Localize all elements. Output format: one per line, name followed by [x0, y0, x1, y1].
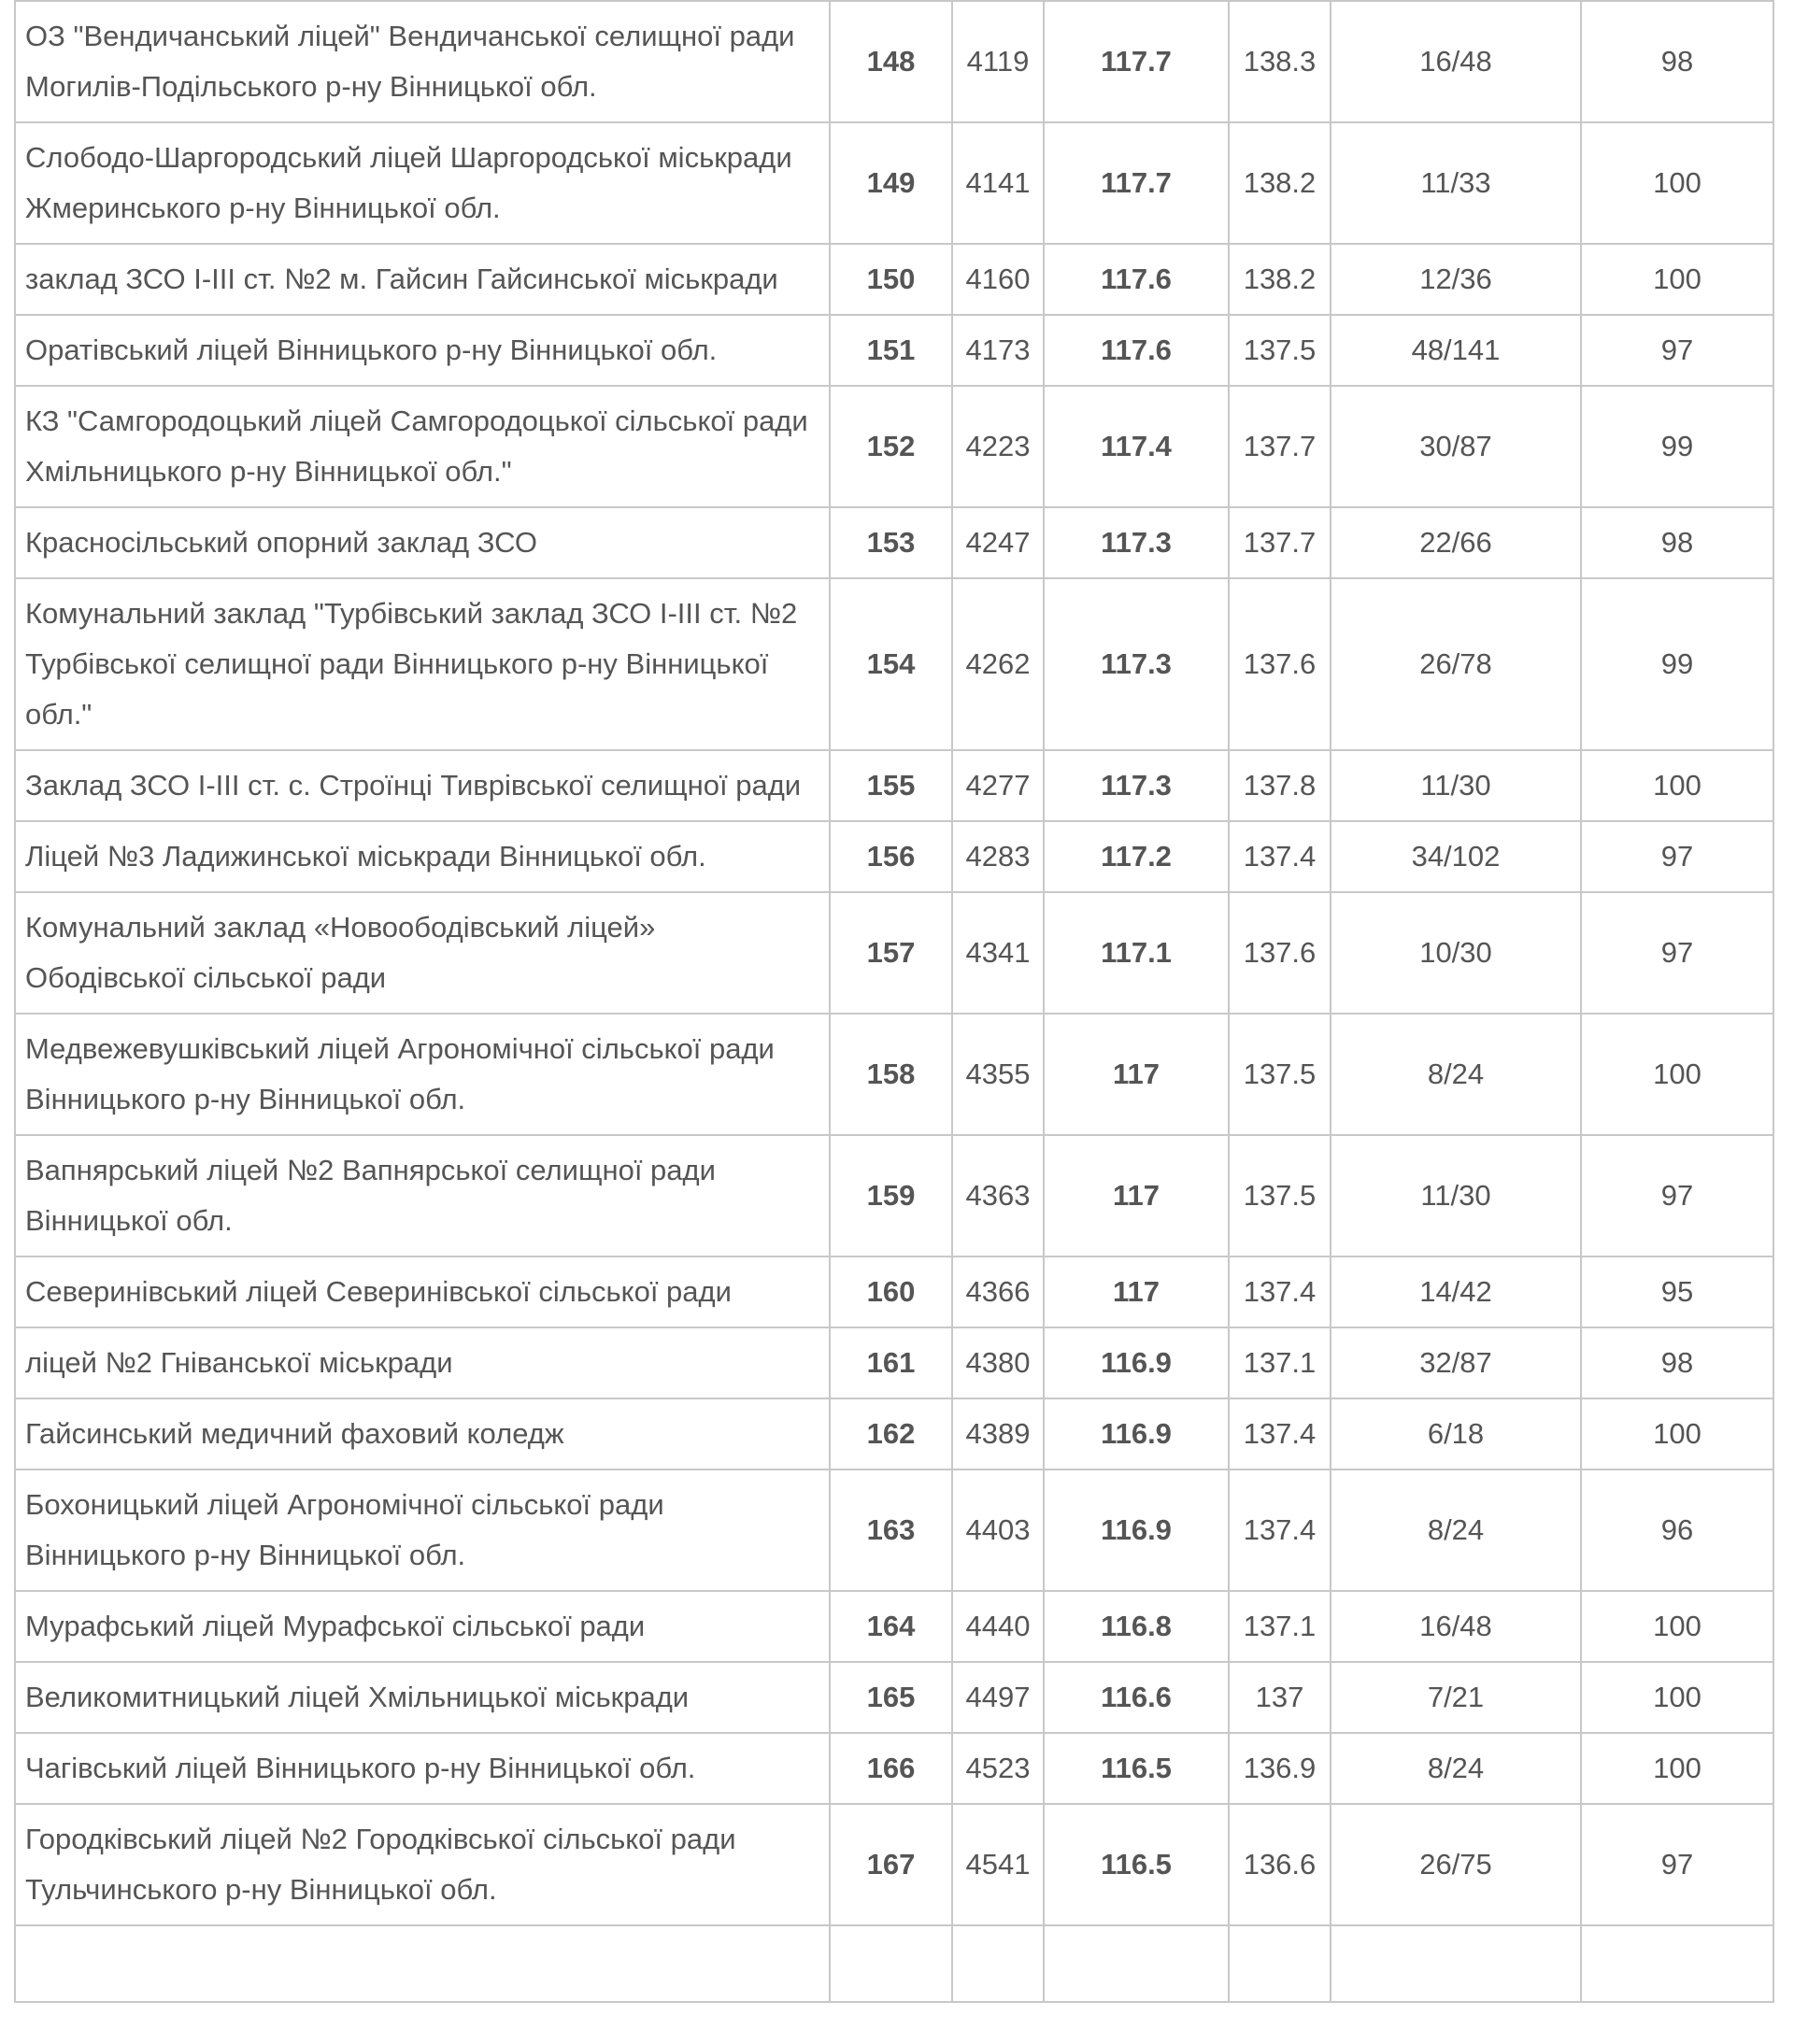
count-cell: 26/75	[1331, 1804, 1581, 1925]
score-cell: 117	[1044, 1135, 1229, 1256]
percent-cell: 97	[1581, 315, 1773, 386]
score-cell: 117.3	[1044, 578, 1229, 750]
school-ranking-table	[14, 0, 1774, 2003]
table-row	[15, 122, 1773, 244]
table-row	[15, 1804, 1773, 1925]
average-cell: 137.5	[1229, 315, 1331, 386]
school-name-cell: Великомитницький ліцей Хмільницької міськради	[15, 1662, 830, 1733]
count-cell: 16/48	[1331, 1591, 1581, 1662]
score-cell: 116.5	[1044, 1804, 1229, 1925]
table-row	[15, 1, 1773, 122]
school-name-cell: Вапнярський ліцей №2 Вапнярської селищної ради Вінницької обл.	[15, 1135, 830, 1256]
table-row-partial-bottom	[15, 1925, 1773, 2002]
average-cell: 136.9	[1229, 1733, 1331, 1804]
average-cell: 137.5	[1229, 1135, 1331, 1256]
average-cell: 138.2	[1229, 244, 1331, 315]
count-cell: 12/36	[1331, 244, 1581, 315]
cell-empty	[952, 1925, 1044, 2002]
school-name-cell: Ліцей №3 Ладижинської міськради Вінницької обл.	[15, 821, 830, 892]
percent-cell: 98	[1581, 507, 1773, 578]
rank-cell: 166	[830, 1733, 952, 1804]
score-cell: 117.6	[1044, 244, 1229, 315]
percent-cell: 97	[1581, 1804, 1773, 1925]
place-cell: 4223	[952, 386, 1044, 507]
rank-cell: 155	[830, 750, 952, 821]
place-cell: 4262	[952, 578, 1044, 750]
rank-cell: 157	[830, 892, 952, 1014]
place-cell: 4541	[952, 1804, 1044, 1925]
place-cell: 4440	[952, 1591, 1044, 1662]
table-row	[15, 1256, 1773, 1327]
table-row	[15, 1327, 1773, 1398]
school-name-cell: Мурафський ліцей Мурафської сільської ради	[15, 1591, 830, 1662]
score-cell: 116.5	[1044, 1733, 1229, 1804]
rank-cell: 151	[830, 315, 952, 386]
average-cell: 137.1	[1229, 1327, 1331, 1398]
place-cell: 4160	[952, 244, 1044, 315]
average-cell: 137.7	[1229, 507, 1331, 578]
count-cell: 30/87	[1331, 386, 1581, 507]
score-cell: 116.9	[1044, 1327, 1229, 1398]
place-cell: 4119	[952, 1, 1044, 122]
table-row	[15, 244, 1773, 315]
rank-cell: 165	[830, 1662, 952, 1733]
average-cell: 137.6	[1229, 578, 1331, 750]
table-row	[15, 386, 1773, 507]
percent-cell: 100	[1581, 1398, 1773, 1469]
count-cell: 10/30	[1331, 892, 1581, 1014]
school-name-cell: Оратівський ліцей Вінницького р-ну Вінницької обл.	[15, 315, 830, 386]
percent-cell: 100	[1581, 122, 1773, 244]
school-name-cell: Гайсинський медичний фаховий коледж	[15, 1398, 830, 1469]
rank-cell: 164	[830, 1591, 952, 1662]
count-cell: 11/30	[1331, 1135, 1581, 1256]
average-cell: 138.3	[1229, 1, 1331, 122]
place-cell: 4283	[952, 821, 1044, 892]
school-name-cell: Бохоницький ліцей Агрономічної сільської ради Вінницького р-ну Вінницької обл.	[15, 1469, 830, 1591]
table-row	[15, 1591, 1773, 1662]
percent-cell: 100	[1581, 244, 1773, 315]
rank-cell: 159	[830, 1135, 952, 1256]
count-cell: 8/24	[1331, 1014, 1581, 1135]
place-cell: 4355	[952, 1014, 1044, 1135]
place-cell: 4380	[952, 1327, 1044, 1398]
school-name-cell: заклад ЗСО I-III ст. №2 м. Гайсин Гайсинської міськради	[15, 244, 830, 315]
score-cell: 117.3	[1044, 750, 1229, 821]
percent-cell: 99	[1581, 386, 1773, 507]
average-cell: 136.6	[1229, 1804, 1331, 1925]
average-cell: 137.4	[1229, 1469, 1331, 1591]
count-cell: 6/18	[1331, 1398, 1581, 1469]
count-cell: 32/87	[1331, 1327, 1581, 1398]
count-cell: 26/78	[1331, 578, 1581, 750]
average-cell: 137	[1229, 1662, 1331, 1733]
school-name-cell: ліцей №2 Гніванської міськради	[15, 1327, 830, 1398]
count-cell: 16/48	[1331, 1, 1581, 122]
table-row	[15, 578, 1773, 750]
table-row	[15, 507, 1773, 578]
rank-cell: 160	[830, 1256, 952, 1327]
score-cell: 117.2	[1044, 821, 1229, 892]
place-cell: 4173	[952, 315, 1044, 386]
score-cell: 117.3	[1044, 507, 1229, 578]
count-cell: 11/30	[1331, 750, 1581, 821]
rank-cell: 162	[830, 1398, 952, 1469]
school-name-cell: Заклад ЗСО I-III ст. с. Строїнці Тиврівської селищної ради	[15, 750, 830, 821]
count-cell: 8/24	[1331, 1733, 1581, 1804]
score-cell: 116.9	[1044, 1469, 1229, 1591]
rank-cell: 152	[830, 386, 952, 507]
score-cell: 117.4	[1044, 386, 1229, 507]
cell-empty	[1331, 1925, 1581, 2002]
percent-cell: 98	[1581, 1, 1773, 122]
count-cell: 48/141	[1331, 315, 1581, 386]
score-cell: 117.7	[1044, 1, 1229, 122]
percent-cell: 100	[1581, 1591, 1773, 1662]
rank-cell: 153	[830, 507, 952, 578]
rank-cell: 163	[830, 1469, 952, 1591]
percent-cell: 98	[1581, 1327, 1773, 1398]
table-row	[15, 892, 1773, 1014]
percent-cell: 97	[1581, 892, 1773, 1014]
count-cell: 14/42	[1331, 1256, 1581, 1327]
table-row	[15, 750, 1773, 821]
average-cell: 137.4	[1229, 821, 1331, 892]
cell-empty	[1229, 1925, 1331, 2002]
score-cell: 117.6	[1044, 315, 1229, 386]
place-cell: 4403	[952, 1469, 1044, 1591]
rank-cell: 148	[830, 1, 952, 122]
table-row	[15, 1733, 1773, 1804]
count-cell: 22/66	[1331, 507, 1581, 578]
cell-empty	[1044, 1925, 1229, 2002]
school-name-cell: Чагівський ліцей Вінницького р-ну Вінницької обл.	[15, 1733, 830, 1804]
place-cell: 4523	[952, 1733, 1044, 1804]
percent-cell: 99	[1581, 578, 1773, 750]
score-cell: 116.8	[1044, 1591, 1229, 1662]
table-row	[15, 1662, 1773, 1733]
rank-cell: 156	[830, 821, 952, 892]
rank-cell: 167	[830, 1804, 952, 1925]
school-name-cell: ОЗ "Вендичанський ліцей" Вендичанської селищної ради Могилів-Подільського р-ну Вінницької обл.	[15, 1, 830, 122]
score-cell: 117.1	[1044, 892, 1229, 1014]
average-cell: 137.1	[1229, 1591, 1331, 1662]
school-name-cell: Комунальний заклад "Турбівський заклад ЗСО I-III ст. №2 Турбівської селищної ради Вінницького р-ну Вінницької обл."	[15, 578, 830, 750]
place-cell: 4247	[952, 507, 1044, 578]
school-name-cell: КЗ "Самгородоцький ліцей Самгородоцької сільської ради Хмільницького р-ну Вінницької обл."	[15, 386, 830, 507]
table-row	[15, 1135, 1773, 1256]
school-name-cell: Медвежевушківський ліцей Агрономічної сільської ради Вінницького р-ну Вінницької обл.	[15, 1014, 830, 1135]
cell-empty	[830, 1925, 952, 2002]
cell-empty	[15, 1925, 830, 2002]
percent-cell: 100	[1581, 1014, 1773, 1135]
school-name-cell: Городківський ліцей №2 Городківської сільської ради Тульчинського р-ну Вінницької обл.	[15, 1804, 830, 1925]
percent-cell: 97	[1581, 1135, 1773, 1256]
school-name-cell: Слободо-Шаргородський ліцей Шаргородської міськради Жмеринського р-ну Вінницької обл.	[15, 122, 830, 244]
rank-cell: 150	[830, 244, 952, 315]
average-cell: 138.2	[1229, 122, 1331, 244]
school-name-cell: Комунальний заклад «Новоободівський ліцей» Ободівської сільської ради	[15, 892, 830, 1014]
cell-empty	[1581, 1925, 1773, 2002]
percent-cell: 100	[1581, 1662, 1773, 1733]
percent-cell: 96	[1581, 1469, 1773, 1591]
score-cell: 117	[1044, 1014, 1229, 1135]
average-cell: 137.8	[1229, 750, 1331, 821]
place-cell: 4141	[952, 122, 1044, 244]
count-cell: 8/24	[1331, 1469, 1581, 1591]
place-cell: 4389	[952, 1398, 1044, 1469]
table-row	[15, 1398, 1773, 1469]
percent-cell: 97	[1581, 821, 1773, 892]
table-body	[15, 0, 1773, 2002]
place-cell: 4341	[952, 892, 1044, 1014]
table-row	[15, 821, 1773, 892]
count-cell: 7/21	[1331, 1662, 1581, 1733]
score-cell: 117	[1044, 1256, 1229, 1327]
rank-cell: 154	[830, 578, 952, 750]
percent-cell: 100	[1581, 750, 1773, 821]
rank-cell: 158	[830, 1014, 952, 1135]
average-cell: 137.6	[1229, 892, 1331, 1014]
count-cell: 34/102	[1331, 821, 1581, 892]
ranking-table-container	[14, 0, 1773, 2003]
table-row	[15, 315, 1773, 386]
rank-cell: 161	[830, 1327, 952, 1398]
place-cell: 4497	[952, 1662, 1044, 1733]
rank-cell: 149	[830, 122, 952, 244]
place-cell: 4277	[952, 750, 1044, 821]
count-cell: 11/33	[1331, 122, 1581, 244]
average-cell: 137.4	[1229, 1398, 1331, 1469]
school-name-cell: Северинівський ліцей Северинівської сільської ради	[15, 1256, 830, 1327]
average-cell: 137.4	[1229, 1256, 1331, 1327]
table-row	[15, 1469, 1773, 1591]
score-cell: 117.7	[1044, 122, 1229, 244]
school-name-cell: Красносільський опорний заклад ЗСО	[15, 507, 830, 578]
place-cell: 4366	[952, 1256, 1044, 1327]
average-cell: 137.7	[1229, 386, 1331, 507]
table-row	[15, 1014, 1773, 1135]
score-cell: 116.9	[1044, 1398, 1229, 1469]
percent-cell: 95	[1581, 1256, 1773, 1327]
score-cell: 116.6	[1044, 1662, 1229, 1733]
average-cell: 137.5	[1229, 1014, 1331, 1135]
percent-cell: 100	[1581, 1733, 1773, 1804]
place-cell: 4363	[952, 1135, 1044, 1256]
